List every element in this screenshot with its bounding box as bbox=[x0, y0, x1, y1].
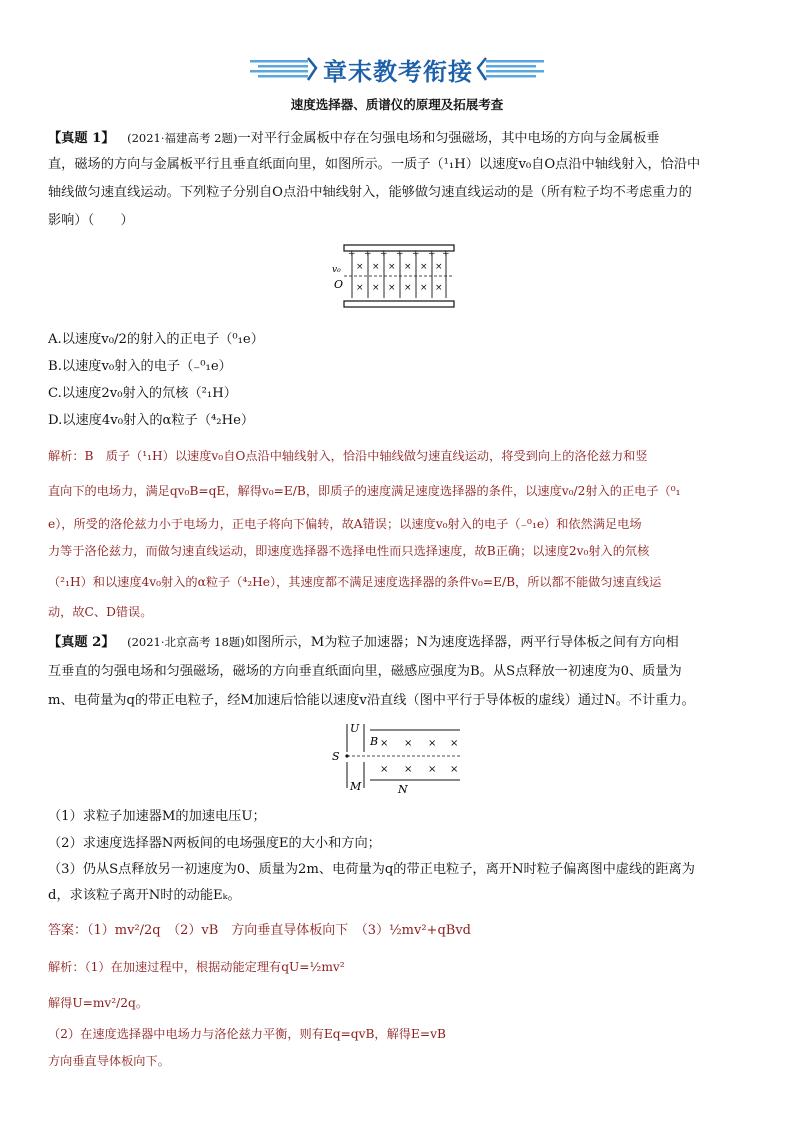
svg-text:×: × bbox=[428, 764, 437, 775]
q2-stem-1: 如图所示，M为粒子加速器；N为速度选择器，两平行导体板之间有方向相 bbox=[244, 635, 679, 650]
q2-tag: 【真题 2】 bbox=[48, 635, 115, 650]
svg-text:×: × bbox=[420, 262, 428, 272]
q2-fig-u-label: U bbox=[350, 722, 360, 735]
q1-option-a: A.以速度v₀/2的射入的正电子（⁰₁e） bbox=[48, 332, 264, 347]
svg-text:×: × bbox=[388, 262, 396, 272]
svg-text:+: + bbox=[364, 249, 372, 259]
q2-figure-accelerator-and-selector bbox=[330, 718, 470, 798]
svg-text:×: × bbox=[356, 283, 364, 293]
q2-fig-b-label: B bbox=[370, 735, 379, 748]
svg-text:+: + bbox=[442, 249, 450, 259]
section-subtitle: 速度选择器、质谱仪的原理及拓展考查 bbox=[290, 97, 504, 112]
svg-text:×: × bbox=[428, 738, 437, 749]
q1-source: (2021·福建高考 2题) bbox=[127, 131, 238, 145]
svg-text:×: × bbox=[372, 283, 380, 293]
q1-tag: 【真题 1】 bbox=[48, 131, 115, 146]
q2-analysis-4: 方向垂直导体板向下。 bbox=[48, 1054, 170, 1068]
svg-text:×: × bbox=[380, 738, 389, 749]
q1-stem-1: 一对平行金属板中存在匀强电场和匀强磁场，其中电场的方向与金属板垂 bbox=[237, 131, 660, 146]
q1-analysis-3: e），所受的洛伦兹力小于电场力，正电子将向下偏转，故A错误；以速度v₀射入的电子（₋⁰₁e）和依然满足电场 bbox=[48, 517, 642, 531]
svg-text:×: × bbox=[388, 283, 396, 293]
svg-text:×: × bbox=[435, 262, 443, 272]
q2-fig-m-label: M bbox=[350, 780, 362, 793]
q1-analysis-6: 动，故C、D错误。 bbox=[48, 605, 153, 619]
q2-source: (2021·北京高考 18题) bbox=[127, 635, 245, 649]
svg-text:−: − bbox=[397, 297, 405, 307]
q1-analysis-2: 直向下的电场力，满足qv₀B=qE，解得v₀=E/B，即质子的速度满足速度选择器的条件，以速度v₀/2射入的正电子（⁰₁ bbox=[48, 484, 681, 498]
q1-fig-v0-label: v₀ bbox=[332, 265, 341, 275]
q2-stem-2: 互垂直的匀强电场和匀强磁场，磁场的方向垂直纸面向里，磁感应强度为B。从S点释放一初速度为0、质量为 bbox=[48, 664, 682, 679]
q2-analysis-3: （2）在速度选择器中电场力与洛伦兹力平衡，则有Eq=qvB，解得E=vB bbox=[48, 1027, 446, 1041]
q1-stem-4: 影响）（ ） bbox=[48, 213, 134, 228]
svg-text:×: × bbox=[356, 262, 364, 272]
q2-analysis-1: 解析：（1）在加速过程中，根据动能定理有qU=½mv² bbox=[48, 960, 345, 974]
q1-fig-o-label: O bbox=[334, 278, 344, 291]
q2-stem-3: m、电荷量为q的带正电粒子，经M加速后恰能以速度v沿直线（图中平行于导体板的虚线）通过N。不计重力。 bbox=[48, 693, 695, 708]
svg-text:−: − bbox=[381, 297, 389, 307]
q2-part-2: （2）求速度选择器N两板间的电场强度E的大小和方向； bbox=[48, 836, 381, 851]
q1-figure-velocity-selector bbox=[330, 242, 460, 312]
q2-fig-n-label: N bbox=[398, 783, 408, 796]
svg-text:×: × bbox=[404, 764, 413, 775]
svg-text:+: + bbox=[348, 249, 356, 259]
svg-text:×: × bbox=[404, 738, 413, 749]
q2-analysis-2: 解得U=mv²/2q。 bbox=[48, 996, 149, 1010]
q2-fig-s-label: S bbox=[332, 750, 340, 763]
svg-text:−: − bbox=[429, 297, 437, 307]
q2-part-3: （3）仍从S点释放另一初速度为0、质量为2m、电荷量为q的带正电粒子，离开N时粒子偏离图中虚线的距离为 bbox=[48, 862, 695, 877]
q2-answer: 答案：（1）mv²/2q （2）vB 方向垂直导体板向下 （3）½mv²+qBvd bbox=[48, 923, 471, 938]
q1-analysis-5: （²₁H）和以速度4v₀射入的α粒子（⁴₂He），其速度都不满足速度选择器的条件v₀=E/B，所以都不能做匀速直线运 bbox=[48, 575, 662, 589]
svg-text:+: + bbox=[428, 249, 436, 259]
svg-text:×: × bbox=[380, 764, 389, 775]
svg-text:×: × bbox=[420, 283, 428, 293]
q1-option-d: D.以速度4v₀射入的α粒子（⁴₂He） bbox=[48, 413, 255, 428]
q1-analysis-4: 力等于洛伦兹力，而做匀速直线运动，即速度选择器不选择电性而只选择速度，故B正确；以速度2v₀射入的氘核 bbox=[48, 544, 650, 558]
svg-text:×: × bbox=[404, 262, 412, 272]
svg-text:×: × bbox=[404, 283, 412, 293]
q1-option-b: B.以速度v₀射入的电子（₋⁰₁e） bbox=[48, 359, 232, 374]
page-title: 章末教考衔接 bbox=[323, 57, 473, 86]
svg-text:−: − bbox=[365, 297, 373, 307]
q2-line-1 bbox=[48, 633, 679, 652]
svg-text:−: − bbox=[443, 297, 451, 307]
q1-analysis-1: 解析：B 质子（¹₁H）以速度v₀自O点沿中轴线射入，恰沿中轴线做匀速直线运动，将受到向上的洛伦兹力和竖 bbox=[48, 449, 648, 463]
q2-part-1: （1）求粒子加速器M的加速电压U； bbox=[48, 809, 266, 824]
q2-part-4: d，求该粒子离开N时的动能Eₖ。 bbox=[48, 888, 241, 903]
q1-line-1 bbox=[48, 129, 659, 148]
svg-text:−: − bbox=[413, 297, 421, 307]
svg-text:+: + bbox=[412, 249, 420, 259]
q1-option-c: C.以速度2v₀射入的氘核（²₁H） bbox=[48, 386, 237, 401]
svg-text:+: + bbox=[380, 249, 388, 259]
svg-text:×: × bbox=[372, 262, 380, 272]
q1-stem-3: 轴线做匀速直线运动。下列粒子分别自O点沿中轴线射入，能够做匀速直线运动的是（所有粒子均不考虑重力的 bbox=[48, 185, 692, 200]
q1-stem-2: 直，磁场的方向与金属板平行且垂直纸面向里，如图所示。一质子（¹₁H）以速度v₀自O点沿中轴线射入，恰沿中 bbox=[48, 157, 701, 172]
svg-text:×: × bbox=[450, 738, 459, 749]
svg-text:×: × bbox=[435, 283, 443, 293]
svg-text:−: − bbox=[349, 297, 357, 307]
svg-text:+: + bbox=[396, 249, 404, 259]
svg-text:×: × bbox=[450, 764, 459, 775]
